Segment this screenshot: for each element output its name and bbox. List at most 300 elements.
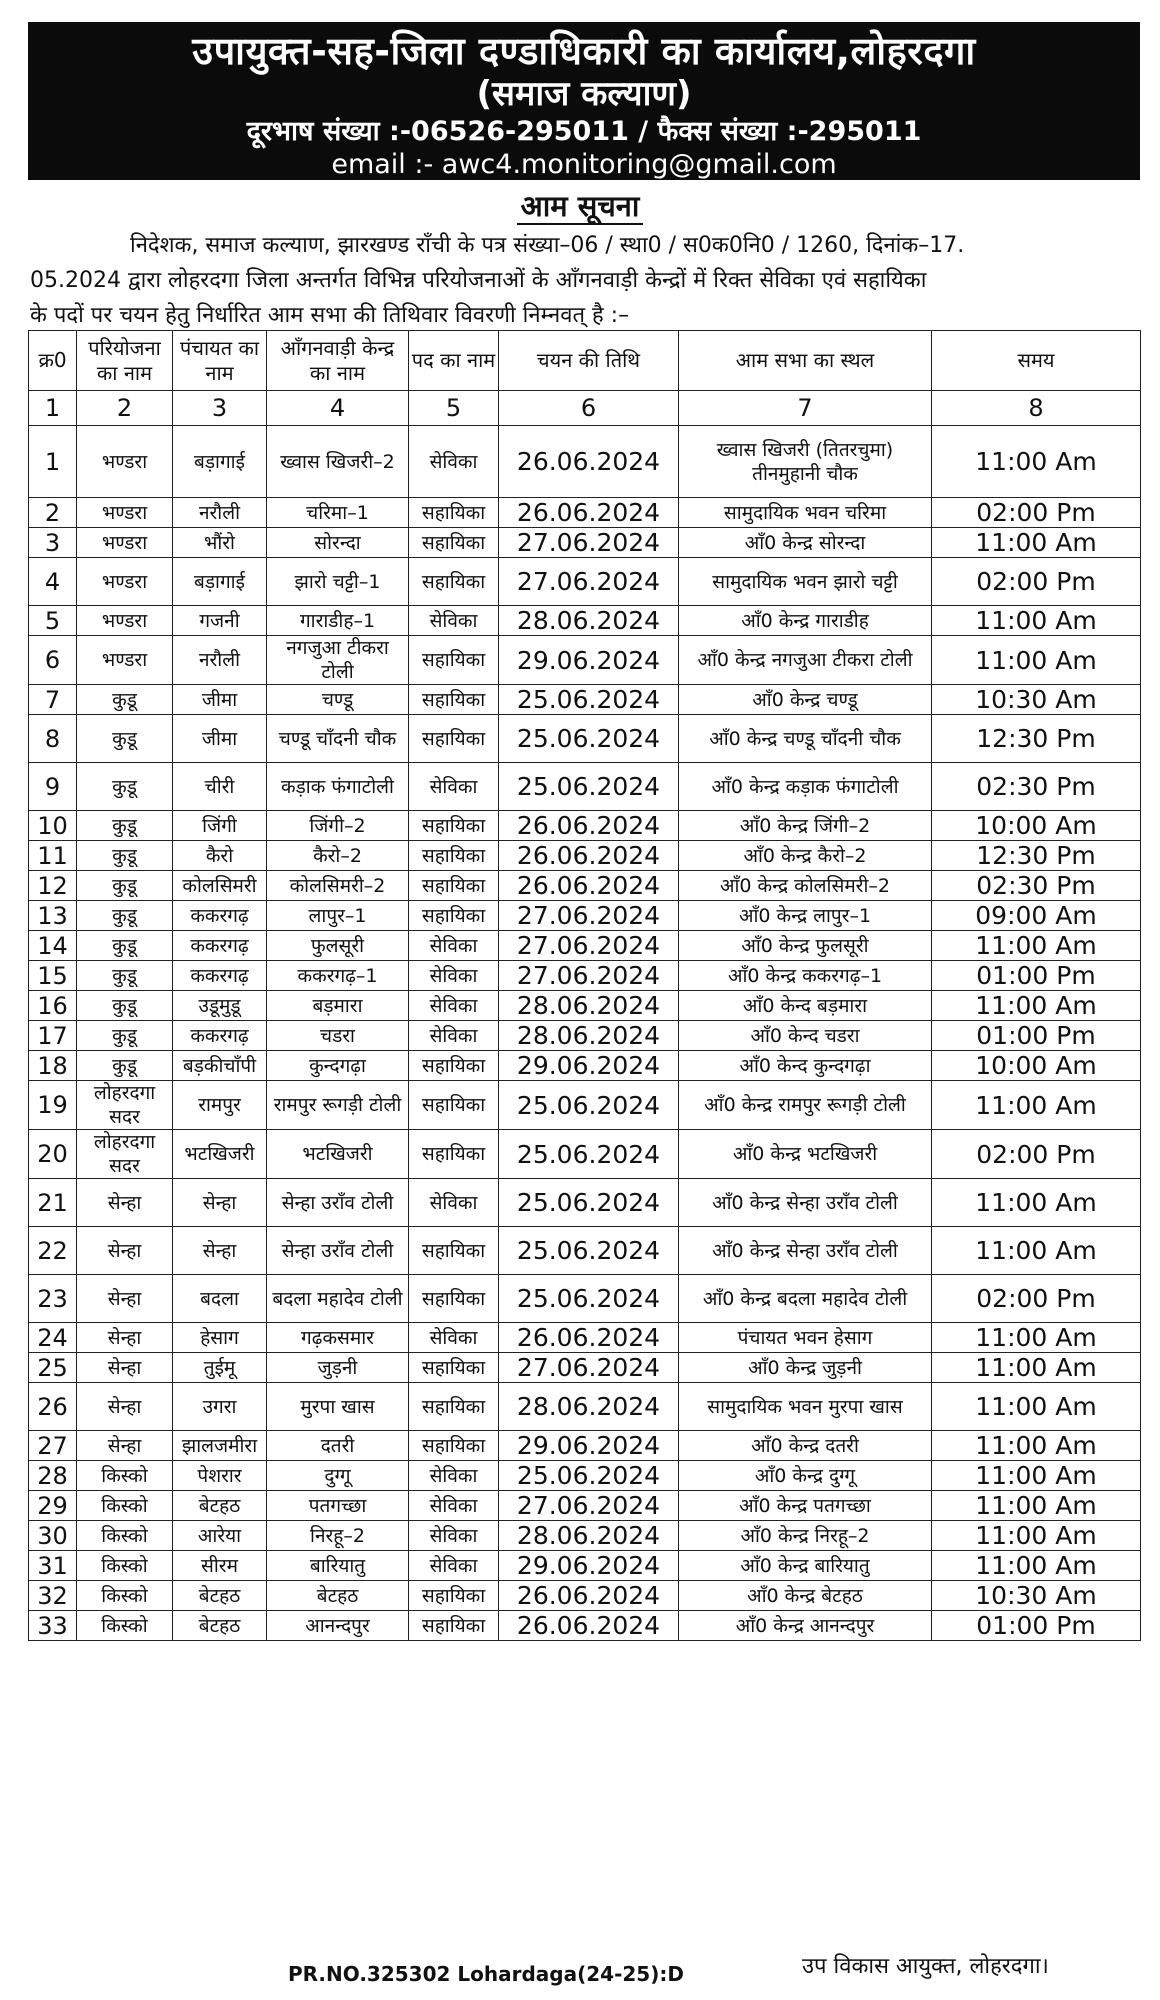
centre-name-cell: चडरा — [267, 1021, 409, 1051]
time-cell: 01:00 Pm — [932, 961, 1141, 991]
project-name-cell: कुडू — [77, 811, 173, 841]
selection-date-cell: 26.06.2024 — [499, 811, 679, 841]
project-name-cell: कुडू — [77, 685, 173, 715]
table-row — [29, 426, 1141, 498]
table-row — [29, 1179, 1141, 1227]
selection-date-cell: 29.06.2024 — [499, 1551, 679, 1581]
project-name-cell: सेन्हा — [77, 1431, 173, 1461]
selection-date-cell: 25.06.2024 — [499, 685, 679, 715]
post-name-cell: सेविका — [409, 1179, 499, 1227]
post-name-cell: सेविका — [409, 1323, 499, 1353]
post-name-cell: सहायिका — [409, 715, 499, 763]
serial-number-cell: 12 — [29, 871, 77, 901]
panchayat-name-cell: पेशरार — [173, 1461, 267, 1491]
meeting-venue-cell: आँ0 केन्द्र चण्डू — [679, 685, 932, 715]
serial-number-cell: 30 — [29, 1521, 77, 1551]
meeting-venue-cell: ख्वास खिजरी (तितरचुमा) तीनमुहानी चौक — [679, 426, 932, 498]
post-name-cell: सहायिका — [409, 498, 499, 528]
table-row — [29, 1130, 1141, 1179]
time-cell: 11:00 Am — [932, 1323, 1141, 1353]
meeting-venue-cell: सामुदायिक भवन मुरपा खास — [679, 1383, 932, 1431]
centre-name-cell: मुरपा खास — [267, 1383, 409, 1431]
meeting-venue-cell: आँ0 केन्द्र लापुर–1 — [679, 901, 932, 931]
meeting-venue-cell: आँ0 केन्द्र फुलसूरी — [679, 931, 932, 961]
table-row — [29, 685, 1141, 715]
serial-number-cell: 24 — [29, 1323, 77, 1353]
post-name-cell: सेविका — [409, 606, 499, 636]
serial-number-cell: 19 — [29, 1081, 77, 1130]
signatory: उप विकास आयुक्त, लोहरदगा। — [802, 1954, 1049, 1979]
meeting-venue-cell: आँ0 केन्द्र निरहू–2 — [679, 1521, 932, 1551]
panchayat-name-cell: बेटहठ — [173, 1491, 267, 1521]
table-row — [29, 1051, 1141, 1081]
panchayat-name-cell: उडूमुडू — [173, 991, 267, 1021]
selection-date-cell: 26.06.2024 — [499, 871, 679, 901]
table-row — [29, 1081, 1141, 1130]
table-row — [29, 1227, 1141, 1275]
serial-number-cell: 13 — [29, 901, 77, 931]
panchayat-name-cell: चीरी — [173, 763, 267, 811]
panchayat-name-cell: ककरगढ़ — [173, 961, 267, 991]
serial-number-cell: 32 — [29, 1581, 77, 1611]
serial-number-cell: 3 — [29, 528, 77, 558]
time-cell: 12:30 Pm — [932, 715, 1141, 763]
serial-number-cell: 22 — [29, 1227, 77, 1275]
panchayat-name-cell: बड़ागाई — [173, 426, 267, 498]
project-name-cell: कुडू — [77, 991, 173, 1021]
panchayat-name-cell: जिंगी — [173, 811, 267, 841]
table-row — [29, 811, 1141, 841]
selection-date-cell: 25.06.2024 — [499, 1179, 679, 1227]
meeting-venue-cell: आँ0 केन्द्र बदला महादेव टोली — [679, 1275, 932, 1323]
panchayat-name-cell: तुईमू — [173, 1353, 267, 1383]
meeting-venue-cell: आँ0 केन्द्र नगजुआ टीकरा टोली — [679, 636, 932, 685]
time-cell: 11:00 Am — [932, 1431, 1141, 1461]
table-row — [29, 606, 1141, 636]
column-index: 6 — [499, 391, 679, 426]
office-name: उपायुक्त-सह-जिला दण्डाधिकारी का कार्यालय,लोहरदगा — [192, 29, 976, 73]
column-index: 8 — [932, 391, 1141, 426]
centre-name-cell: जुड़नी — [267, 1353, 409, 1383]
serial-number-cell: 5 — [29, 606, 77, 636]
centre-name-cell: सेन्हा उराँव टोली — [267, 1179, 409, 1227]
centre-name-cell: कड़ाक फंगाटोली — [267, 763, 409, 811]
time-cell: 10:00 Am — [932, 811, 1141, 841]
panchayat-name-cell: बेटहठ — [173, 1581, 267, 1611]
panchayat-name-cell: बड़ागाई — [173, 558, 267, 606]
meeting-venue-cell: आँ0 केन्द कुन्दगढ़ा — [679, 1051, 932, 1081]
selection-date-cell: 27.06.2024 — [499, 931, 679, 961]
table-row — [29, 1521, 1141, 1551]
selection-date-cell: 29.06.2024 — [499, 1431, 679, 1461]
post-name-cell: सेविका — [409, 426, 499, 498]
meeting-venue-cell: आँ0 केन्द्र कोलसिमरी–2 — [679, 871, 932, 901]
serial-number-cell: 18 — [29, 1051, 77, 1081]
table-row — [29, 1353, 1141, 1383]
selection-date-cell: 29.06.2024 — [499, 636, 679, 685]
selection-date-cell: 27.06.2024 — [499, 1353, 679, 1383]
project-name-cell: किस्को — [77, 1611, 173, 1641]
post-name-cell: सहायिका — [409, 811, 499, 841]
panchayat-name-cell: झालजमीरा — [173, 1431, 267, 1461]
meeting-venue-cell: आँ0 केन्द्र रामपुर रूगड़ी टोली — [679, 1081, 932, 1130]
centre-name-cell: पतगच्छा — [267, 1491, 409, 1521]
table-row — [29, 1275, 1141, 1323]
panchayat-name-cell: रामपुर — [173, 1081, 267, 1130]
project-name-cell: लोहरदगा सदर — [77, 1130, 173, 1179]
centre-name-cell: आनन्दपुर — [267, 1611, 409, 1641]
column-index: 2 — [77, 391, 173, 426]
project-name-cell: भण्डरा — [77, 498, 173, 528]
intro-paragraph — [30, 228, 1142, 333]
meeting-venue-cell: आँ0 केन्द्र दुग्गू — [679, 1461, 932, 1491]
column-index: 5 — [409, 391, 499, 426]
post-name-cell: सहायिका — [409, 871, 499, 901]
project-name-cell: किस्को — [77, 1521, 173, 1551]
meeting-venue-cell: आँ0 केन्द्र जिंगी–2 — [679, 811, 932, 841]
table-row — [29, 1021, 1141, 1051]
selection-date-cell: 27.06.2024 — [499, 961, 679, 991]
panchayat-name-cell: ककरगढ़ — [173, 901, 267, 931]
selection-date-cell: 25.06.2024 — [499, 1461, 679, 1491]
serial-number-cell: 21 — [29, 1179, 77, 1227]
panchayat-name-cell: भौंरो — [173, 528, 267, 558]
time-cell: 10:30 Am — [932, 1581, 1141, 1611]
meeting-venue-cell: आँ0 केन्द्र बेटहठ — [679, 1581, 932, 1611]
serial-number-cell: 8 — [29, 715, 77, 763]
selection-date-cell: 28.06.2024 — [499, 991, 679, 1021]
centre-name-cell: चण्डू — [267, 685, 409, 715]
meeting-venue-cell: सामुदायिक भवन चरिमा — [679, 498, 932, 528]
serial-number-cell: 28 — [29, 1461, 77, 1491]
time-cell: 11:00 Am — [932, 636, 1141, 685]
centre-name-cell: ख्वास खिजरी–2 — [267, 426, 409, 498]
time-cell: 01:00 Pm — [932, 1021, 1141, 1051]
serial-number-cell: 14 — [29, 931, 77, 961]
panchayat-name-cell: भटखिजरी — [173, 1130, 267, 1179]
table-row — [29, 1491, 1141, 1521]
column-index: 1 — [29, 391, 77, 426]
serial-number-cell: 26 — [29, 1383, 77, 1431]
meeting-venue-cell: आँ0 केन्द्र पतगच्छा — [679, 1491, 932, 1521]
serial-number-cell: 25 — [29, 1353, 77, 1383]
meeting-venue-cell: आँ0 केन्द्र कैरो–2 — [679, 841, 932, 871]
post-name-cell: सेविका — [409, 1521, 499, 1551]
intro-line-1: निदेशक, समाज कल्याण, झारखण्ड राँची के पत्र संख्या–06 / स्था0 / स0क0नि0 / 1260, दिनांक–17. — [130, 233, 965, 258]
project-name-cell: किस्को — [77, 1461, 173, 1491]
serial-number-cell: 11 — [29, 841, 77, 871]
table-row — [29, 498, 1141, 528]
selection-date-cell: 26.06.2024 — [499, 1323, 679, 1353]
meeting-venue-cell: आँ0 केन्द्र ककरगढ़–1 — [679, 961, 932, 991]
panchayat-name-cell: हेसाग — [173, 1323, 267, 1353]
post-name-cell: सहायिका — [409, 1227, 499, 1275]
post-name-cell: सहायिका — [409, 1353, 499, 1383]
serial-number-cell: 7 — [29, 685, 77, 715]
centre-name-cell: चण्डू चाँदनी चौक — [267, 715, 409, 763]
selection-date-cell: 26.06.2024 — [499, 1581, 679, 1611]
centre-name-cell: चरिमा–1 — [267, 498, 409, 528]
office-header — [28, 22, 1140, 180]
selection-date-cell: 27.06.2024 — [499, 558, 679, 606]
meeting-venue-cell: आँ0 केन्द्र गाराडीह — [679, 606, 932, 636]
time-cell: 02:00 Pm — [932, 498, 1141, 528]
column-header: समय — [932, 331, 1141, 391]
meeting-venue-cell: आँ0 केन्द्र सेन्हा उराँव टोली — [679, 1179, 932, 1227]
time-cell: 11:00 Am — [932, 1551, 1141, 1581]
contact-numbers: दूरभाष संख्या :-06526-295011 / फैक्स संख्या :-295011 — [246, 116, 922, 147]
project-name-cell: सेन्हा — [77, 1275, 173, 1323]
selection-date-cell: 26.06.2024 — [499, 1611, 679, 1641]
table-row — [29, 931, 1141, 961]
centre-name-cell: भटखिजरी — [267, 1130, 409, 1179]
post-name-cell: सेविका — [409, 1021, 499, 1051]
time-cell: 02:00 Pm — [932, 1130, 1141, 1179]
project-name-cell: भण्डरा — [77, 636, 173, 685]
panchayat-name-cell: सेन्हा — [173, 1227, 267, 1275]
selection-date-cell: 25.06.2024 — [499, 1130, 679, 1179]
time-cell: 09:00 Am — [932, 901, 1141, 931]
project-name-cell: कुडू — [77, 763, 173, 811]
serial-number-cell: 29 — [29, 1491, 77, 1521]
panchayat-name-cell: उगरा — [173, 1383, 267, 1431]
time-cell: 11:00 Am — [932, 1491, 1141, 1521]
contact-email: email :- awc4.monitoring@gmail.com — [331, 149, 837, 180]
post-name-cell: सहायिका — [409, 841, 499, 871]
panchayat-name-cell: बदला — [173, 1275, 267, 1323]
table-row — [29, 763, 1141, 811]
time-cell: 10:30 Am — [932, 685, 1141, 715]
project-name-cell: किस्को — [77, 1581, 173, 1611]
time-cell: 11:00 Am — [932, 991, 1141, 1021]
table-row — [29, 1383, 1141, 1431]
serial-number-cell: 31 — [29, 1551, 77, 1581]
time-cell: 11:00 Am — [932, 1383, 1141, 1431]
serial-number-cell: 2 — [29, 498, 77, 528]
table-row — [29, 558, 1141, 606]
project-name-cell: भण्डरा — [77, 528, 173, 558]
meeting-venue-cell: आँ0 केन्द्र चण्डू चाँदनी चौक — [679, 715, 932, 763]
centre-name-cell: कोलसिमरी–2 — [267, 871, 409, 901]
meeting-venue-cell: आँ0 केन्द चडरा — [679, 1021, 932, 1051]
column-header: पंचायत का नाम — [173, 331, 267, 391]
project-name-cell: सेन्हा — [77, 1383, 173, 1431]
serial-number-cell: 33 — [29, 1611, 77, 1641]
project-name-cell: सेन्हा — [77, 1353, 173, 1383]
post-name-cell: सहायिका — [409, 1130, 499, 1179]
centre-name-cell: जिंगी–2 — [267, 811, 409, 841]
selection-date-cell: 27.06.2024 — [499, 1491, 679, 1521]
panchayat-name-cell: बड़कीचाँपी — [173, 1051, 267, 1081]
meeting-venue-cell: आँ0 केन्द बड़मारा — [679, 991, 932, 1021]
selection-date-cell: 26.06.2024 — [499, 498, 679, 528]
serial-number-cell: 16 — [29, 991, 77, 1021]
selection-date-cell: 25.06.2024 — [499, 1081, 679, 1130]
pr-number: PR.NO.325302 Lohardaga(24-25):D — [288, 1962, 684, 1986]
table-row — [29, 715, 1141, 763]
post-name-cell: सहायिका — [409, 1383, 499, 1431]
centre-name-cell: बदला महादेव टोली — [267, 1275, 409, 1323]
project-name-cell: भण्डरा — [77, 426, 173, 498]
time-cell: 02:30 Pm — [932, 763, 1141, 811]
time-cell: 12:30 Pm — [932, 841, 1141, 871]
column-index: 4 — [267, 391, 409, 426]
table-row — [29, 1551, 1141, 1581]
notice-title — [0, 186, 1160, 225]
meeting-venue-cell: आँ0 केन्द्र आनन्दपुर — [679, 1611, 932, 1641]
table-row — [29, 901, 1141, 931]
post-name-cell: सहायिका — [409, 1051, 499, 1081]
centre-name-cell: दतरी — [267, 1431, 409, 1461]
table-row — [29, 871, 1141, 901]
panchayat-name-cell: गजनी — [173, 606, 267, 636]
time-cell: 11:00 Am — [932, 528, 1141, 558]
panchayat-name-cell: सीरम — [173, 1551, 267, 1581]
panchayat-name-cell: कोलसिमरी — [173, 871, 267, 901]
serial-number-cell: 17 — [29, 1021, 77, 1051]
project-name-cell: कुडू — [77, 871, 173, 901]
intro-line-2: 05.2024 द्वारा लोहरदगा जिला अन्तर्गत विभिन्न परियोजनाओं के आँगनवाड़ी केन्द्रों में रिक्त सेविका एवं सहायिका — [30, 268, 927, 293]
table-index-row — [29, 391, 1141, 426]
time-cell: 02:00 Pm — [932, 558, 1141, 606]
post-name-cell: सेविका — [409, 1551, 499, 1581]
centre-name-cell: दुग्गू — [267, 1461, 409, 1491]
project-name-cell: लोहरदगा सदर — [77, 1081, 173, 1130]
time-cell: 11:00 Am — [932, 1081, 1141, 1130]
selection-date-cell: 29.06.2024 — [499, 1051, 679, 1081]
project-name-cell: सेन्हा — [77, 1227, 173, 1275]
centre-name-cell: बड़मारा — [267, 991, 409, 1021]
post-name-cell: सहायिका — [409, 558, 499, 606]
meeting-venue-cell: सामुदायिक भवन झारो चट्टी — [679, 558, 932, 606]
post-name-cell: सहायिका — [409, 685, 499, 715]
selection-date-cell: 26.06.2024 — [499, 841, 679, 871]
meeting-venue-cell: आँ0 केन्द्र जुड़नी — [679, 1353, 932, 1383]
time-cell: 11:00 Am — [932, 1353, 1141, 1383]
serial-number-cell: 6 — [29, 636, 77, 685]
project-name-cell: भण्डरा — [77, 606, 173, 636]
table-row — [29, 991, 1141, 1021]
centre-name-cell: ककरगढ़–1 — [267, 961, 409, 991]
table-row — [29, 961, 1141, 991]
table-header-row — [29, 331, 1141, 391]
table-row — [29, 1431, 1141, 1461]
panchayat-name-cell: जीमा — [173, 685, 267, 715]
time-cell: 01:00 Pm — [932, 1611, 1141, 1641]
table-row — [29, 841, 1141, 871]
centre-name-cell: बेटहठ — [267, 1581, 409, 1611]
time-cell: 11:00 Am — [932, 1179, 1141, 1227]
time-cell: 11:00 Am — [932, 1521, 1141, 1551]
meeting-venue-cell: पंचायत भवन हेसाग — [679, 1323, 932, 1353]
project-name-cell: किस्को — [77, 1551, 173, 1581]
post-name-cell: सेविका — [409, 961, 499, 991]
selection-date-cell: 28.06.2024 — [499, 606, 679, 636]
panchayat-name-cell: बेटहठ — [173, 1611, 267, 1641]
post-name-cell: सहायिका — [409, 1581, 499, 1611]
panchayat-name-cell: नरौली — [173, 636, 267, 685]
time-cell: 02:00 Pm — [932, 1275, 1141, 1323]
panchayat-name-cell: आरेया — [173, 1521, 267, 1551]
post-name-cell: सेविका — [409, 1461, 499, 1491]
time-cell: 11:00 Am — [932, 1461, 1141, 1491]
column-header: पद का नाम — [409, 331, 499, 391]
serial-number-cell: 10 — [29, 811, 77, 841]
panchayat-name-cell: जीमा — [173, 715, 267, 763]
project-name-cell: कुडू — [77, 841, 173, 871]
centre-name-cell: बारियातु — [267, 1551, 409, 1581]
selection-date-cell: 25.06.2024 — [499, 1227, 679, 1275]
selection-date-cell: 25.06.2024 — [499, 763, 679, 811]
serial-number-cell: 4 — [29, 558, 77, 606]
column-header: आँगनवाड़ी केन्द्र का नाम — [267, 331, 409, 391]
project-name-cell: कुडू — [77, 1021, 173, 1051]
selection-date-cell: 26.06.2024 — [499, 426, 679, 498]
selection-date-cell: 28.06.2024 — [499, 1021, 679, 1051]
post-name-cell: सहायिका — [409, 636, 499, 685]
project-name-cell: कुडू — [77, 961, 173, 991]
selection-date-cell: 27.06.2024 — [499, 528, 679, 558]
selection-date-cell: 25.06.2024 — [499, 715, 679, 763]
table-row — [29, 1611, 1141, 1641]
time-cell: 10:00 Am — [932, 1051, 1141, 1081]
centre-name-cell: झारो चट्टी–1 — [267, 558, 409, 606]
serial-number-cell: 20 — [29, 1130, 77, 1179]
centre-name-cell: गाराडीह–1 — [267, 606, 409, 636]
serial-number-cell: 1 — [29, 426, 77, 498]
panchayat-name-cell: कैरो — [173, 841, 267, 871]
column-header: आम सभा का स्थल — [679, 331, 932, 391]
post-name-cell: सेविका — [409, 763, 499, 811]
table-row — [29, 1323, 1141, 1353]
department-name: (समाज कल्याण) — [476, 74, 692, 114]
time-cell: 11:00 Am — [932, 606, 1141, 636]
column-header: चयन की तिथि — [499, 331, 679, 391]
panchayat-name-cell: ककरगढ़ — [173, 1021, 267, 1051]
notice-title-text: आम सूचना — [517, 189, 644, 225]
meeting-venue-cell: आँ0 केन्द्र भटखिजरी — [679, 1130, 932, 1179]
centre-name-cell: सेन्हा उराँव टोली — [267, 1227, 409, 1275]
meeting-venue-cell: आँ0 केन्द्र बारियातु — [679, 1551, 932, 1581]
meeting-venue-cell: आँ0 केन्द्र कड़ाक फंगाटोली — [679, 763, 932, 811]
column-header: परियोजना का नाम — [77, 331, 173, 391]
table-row — [29, 528, 1141, 558]
time-cell: 02:30 Pm — [932, 871, 1141, 901]
table-row — [29, 1461, 1141, 1491]
centre-name-cell: लापुर–1 — [267, 901, 409, 931]
selection-date-cell: 28.06.2024 — [499, 1383, 679, 1431]
serial-number-cell: 15 — [29, 961, 77, 991]
post-name-cell: सहायिका — [409, 1081, 499, 1130]
project-name-cell: सेन्हा — [77, 1323, 173, 1353]
selection-date-cell: 27.06.2024 — [499, 901, 679, 931]
selection-date-cell: 28.06.2024 — [499, 1521, 679, 1551]
intro-line-3: के पदों पर चयन हेतु निर्धारित आम सभा की तिथिवार विवरणी निम्नवत् है :– — [30, 303, 630, 328]
project-name-cell: कुडू — [77, 931, 173, 961]
project-name-cell: कुडू — [77, 1051, 173, 1081]
schedule-table — [28, 330, 1141, 1641]
column-header: क्र0 — [29, 331, 77, 391]
time-cell: 11:00 Am — [932, 1227, 1141, 1275]
column-index: 3 — [173, 391, 267, 426]
centre-name-cell: रामपुर रूगड़ी टोली — [267, 1081, 409, 1130]
post-name-cell: सहायिका — [409, 1275, 499, 1323]
post-name-cell: सेविका — [409, 1491, 499, 1521]
panchayat-name-cell: सेन्हा — [173, 1179, 267, 1227]
panchayat-name-cell: ककरगढ़ — [173, 931, 267, 961]
project-name-cell: किस्को — [77, 1491, 173, 1521]
table-row — [29, 1581, 1141, 1611]
